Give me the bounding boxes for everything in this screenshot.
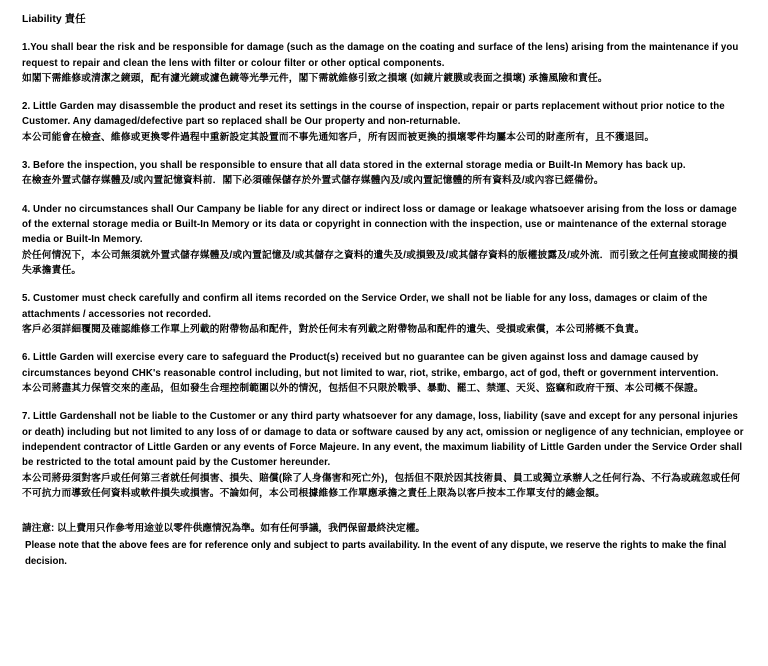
clause-7-english: 7. Little Gardenshall not be liable to the Customer or any third party whatsoever for any damage, loss, liability (save and except for any personal injuries or death) including but not limited to any loss of or damage to data or software caused by any act, omission or negligence of any technician, employee or independent contractor of Little Garden or any events of Force Majeure. In any event, the maximum liability of Little Garden under the Service Order shall be restricted to the total amount paid by the Customer hereunder.: [22, 411, 744, 469]
final-note-english: Please note that the above fees are for reference only and subject to parts availability. In the event of any dispute, we reserve the rights to make the final decision.: [25, 539, 727, 568]
clause-5: [22, 291, 746, 337]
final-note: [22, 521, 746, 570]
clause-3-english: 3. Before the inspection, you shall be responsible to ensure that all data stored in the external storage media or Built-In Memory has back up.: [22, 160, 686, 172]
clause-6: [22, 350, 746, 396]
clause-6-chinese: 本公司將盡其力保管交來的產品，但如發生合理控制範圍以外的情況，包括但不只限於戰爭、暴動、罷工、禁運、天災、盜竊和政府干預、本公司概不保證。: [22, 383, 704, 395]
clause-5-english: 5. Customer must check carefully and confirm all items recorded on the Service Order, we shall not be liable for any loss, damages or claim of the attachments / accessories not recorded.: [22, 293, 708, 320]
clause-2-chinese: 本公司能會在檢查、維修或更換零件過程中重新設定其設置而不事先通知客戶，所有因而被更換的損壞零件均屬本公司的財產所有，且不獲退回。: [22, 131, 655, 143]
clause-5-chinese: 客戶必須詳細覆閱及確認維修工作單上列載的附帶物品和配件，對於任何未有列載之附帶物品和配件的遺失、受損或索償，本公司將概不負責。: [22, 324, 645, 336]
clause-2-english: 2. Little Garden may disassemble the product and reset its settings in the course of inspection, repair or parts replacement without prior notice to the Customer. Any damaged/defective part so replaced shall be Our property and non-returnable.: [22, 101, 725, 128]
clause-1-english: 1.You shall bear the risk and be responsible for damage (such as the damage on the coating and surface of the lens) arising from the maintenance if you request to repair and clean the lens with filter or colour filter or other optical components.: [22, 42, 739, 69]
final-note-chinese: 請注意: 以上費用只作參考用途並以零件供應情況為準。如有任何爭議，我們保留最終決定權。: [22, 523, 426, 535]
clause-3-chinese: 在檢查外置式儲存媒體及/或內置記憶資料前．閣下必須確保儲存於外置式儲存媒體內及/或內置記憶體的所有資料及/或內容已經備份。: [22, 175, 604, 187]
clause-4-english: 4. Under no circumstances shall Our Campany be liable for any direct or indirect loss or damage or leakage whatsoever arising from the loss or damage of the external storage media or Built-In Memory or its data or copyright in connection with the inspection, use or maintenance of the external storage media or Built-In Memory.: [22, 203, 737, 246]
clause-4: [22, 202, 746, 279]
clause-7-chinese: 本公司將毋須對客戶或任何第三者就任何損害、損失、賠償(除了人身傷害和死亡外)，包括但不限於因其技術員、員工或獨立承辦人之任何行為、不行為或疏忽或任何不可抗力而導致任何資料或軟件損失或損害。不論如何，本公司根據維修工作單應承擔之責任上限為以客戶按本工作單支付的總金額。: [22, 472, 741, 500]
clause-7: [22, 409, 746, 501]
clause-2: [22, 99, 746, 145]
clause-1-chinese: 如閣下需維修或清潔之鏡頭，配有濾光鏡或濾色鏡等光學元件，閣下需就維修引致之損壞 (如鏡片鍍膜或表面之損壞) 承擔風險和責任。: [22, 72, 608, 84]
clause-3: [22, 158, 746, 189]
clause-4-chinese: 於任何情況下，本公司無須就外置式儲存媒體及/或內置記憶及/或其儲存之資料的遺失及/或損毀及/或其儲存資料的版權披露及/或外流．而引致之任何直接或間接的損失承擔責任。: [22, 249, 739, 277]
clause-1: [22, 40, 746, 86]
clause-6-english: 6. Little Garden will exercise every care to safeguard the Product(s) received but no guarantee can be given against loss and damage caused by circumstances beyond CHK's reasonable control including, but not limited to war, riot, strike, embargo, act of god, theft or government intervention.: [22, 352, 719, 379]
page-title: Liability 責任: [22, 13, 86, 25]
